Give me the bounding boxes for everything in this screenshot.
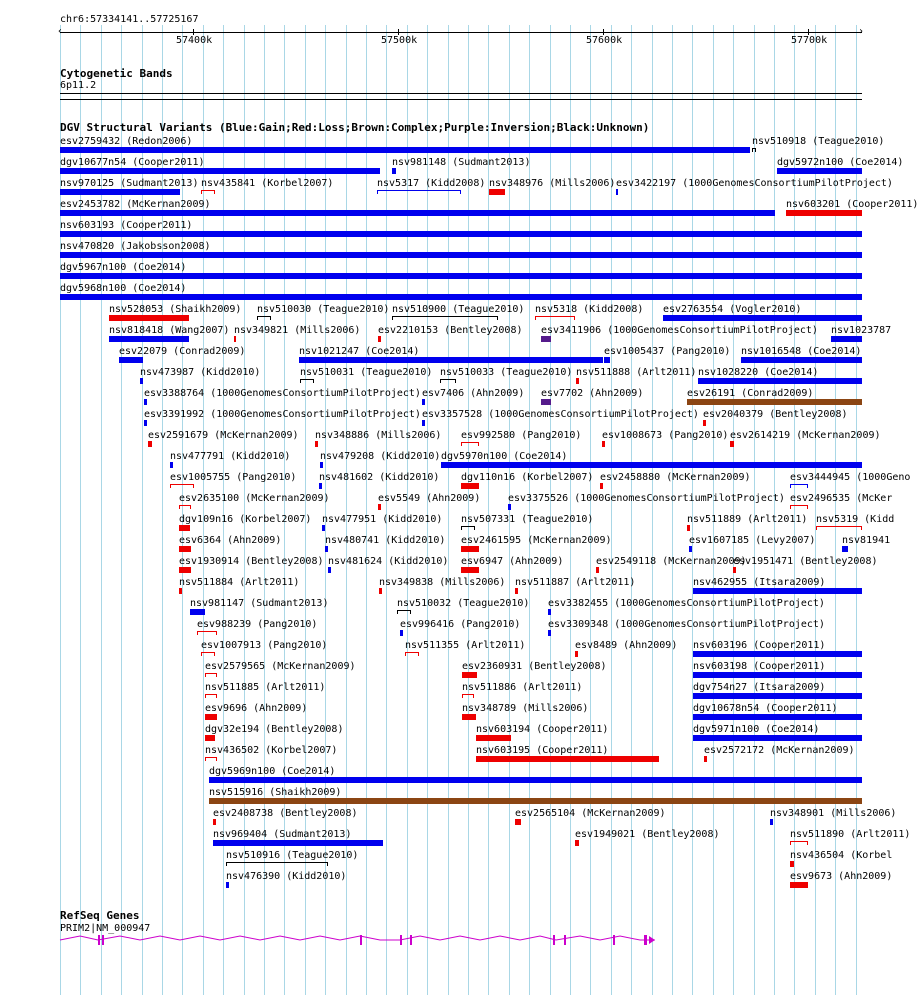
- variant-label[interactable]: dgv5971n100 (Coe2014): [693, 724, 820, 735]
- dgv-track-title: DGV Structural Variants (Blue:Gain;Red:Loss;Brown:Complex;Purple:Inversion;Black:Unknown): [60, 121, 650, 134]
- variant-label[interactable]: esv2549118 (McKernan2009): [596, 556, 747, 567]
- variant-label[interactable]: esv996416 (Pang2010): [400, 619, 521, 630]
- variant-label[interactable]: esv3444945 (1000Geno: [790, 472, 911, 483]
- variant-label[interactable]: esv2759432 (Redon2006): [60, 136, 193, 147]
- variant-label[interactable]: nsv1016548 (Coe2014): [741, 346, 862, 357]
- variant-label[interactable]: nsv510032 (Teague2010): [397, 598, 530, 609]
- variant-label[interactable]: esv992580 (Pang2010): [461, 430, 582, 441]
- variant-label[interactable]: dgv109n16 (Korbel2007): [179, 514, 312, 525]
- variant-label[interactable]: esv7702 (Ahn2009): [541, 388, 644, 399]
- variant-label[interactable]: dgv10678n54 (Cooper2011): [693, 703, 838, 714]
- variant-label[interactable]: nsv510916 (Teague2010): [226, 850, 359, 861]
- variant-label[interactable]: nsv5318 (Kidd2008): [535, 304, 644, 315]
- variant-label[interactable]: nsv511887 (Arlt2011): [515, 577, 636, 588]
- variant-label[interactable]: nsv5317 (Kidd2008): [377, 178, 486, 189]
- variant-label[interactable]: esv988239 (Pang2010): [197, 619, 318, 630]
- variant-label[interactable]: esv1949021 (Bentley2008): [575, 829, 720, 840]
- variant-label[interactable]: nsv479208 (Kidd2010): [320, 451, 441, 462]
- position-label: chr6:57334141..57725167: [60, 14, 199, 25]
- variant-label[interactable]: esv1005755 (Pang2010): [170, 472, 297, 483]
- variant-label[interactable]: dgv754n27 (Itsara2009): [693, 682, 826, 693]
- variant-label[interactable]: esv2040379 (Bentley2008): [703, 409, 848, 420]
- variant-label[interactable]: esv5549 (Ahn2009): [378, 493, 481, 504]
- variant-label[interactable]: nsv510030 (Teague2010): [257, 304, 390, 315]
- variant-label[interactable]: esv2458880 (McKernan2009): [600, 472, 751, 483]
- variant-label[interactable]: nsv481602 (Kidd2010): [319, 472, 440, 483]
- variant-label[interactable]: nsv480741 (Kidd2010): [325, 535, 446, 546]
- variant-label[interactable]: nsv510031 (Teague2010): [300, 367, 433, 378]
- variant-label[interactable]: dgv5969n100 (Coe2014): [209, 766, 336, 777]
- variant-label[interactable]: nsv603196 (Cooper2011): [693, 640, 826, 651]
- variant-label[interactable]: esv3375526 (1000GenomesConsortiumPilotProject): [508, 493, 785, 504]
- variant-label[interactable]: esv8489 (Ahn2009): [575, 640, 678, 651]
- variant-label[interactable]: dgv5970n100 (Coe2014): [441, 451, 568, 462]
- variant-label[interactable]: nsv511886 (Arlt2011): [462, 682, 583, 693]
- variant-label[interactable]: esv1930914 (Bentley2008): [179, 556, 324, 567]
- variant-label[interactable]: dgv10677n54 (Cooper2011): [60, 157, 205, 168]
- ruler-tick-label: 57400k: [176, 35, 213, 46]
- variant-label[interactable]: dgv110n16 (Korbel2007): [461, 472, 594, 483]
- variant-label[interactable]: nsv603198 (Cooper2011): [693, 661, 826, 672]
- variant-label[interactable]: nsv511889 (Arlt2011): [687, 514, 808, 525]
- variant-label[interactable]: nsv476390 (Kidd2010): [226, 871, 347, 882]
- variant-label[interactable]: esv2635100 (McKernan2009): [179, 493, 330, 504]
- scroll-left-icon[interactable]: ‹: [57, 26, 64, 37]
- variant-label[interactable]: nsv477951 (Kidd2010): [322, 514, 443, 525]
- variant-label[interactable]: nsv515916 (Shaikh2009): [209, 787, 342, 798]
- variant-label[interactable]: esv1007913 (Pang2010): [201, 640, 328, 651]
- variant-label[interactable]: esv2453782 (McKernan2009): [60, 199, 211, 210]
- variant-label[interactable]: nsv511885 (Arlt2011): [205, 682, 326, 693]
- variant-label[interactable]: nsv481624 (Kidd2010): [328, 556, 449, 567]
- variant-label[interactable]: esv2572172 (McKernan2009): [704, 745, 855, 756]
- variant-label[interactable]: esv2360931 (Bentley2008): [462, 661, 607, 672]
- variant-label[interactable]: esv3309348 (1000GenomesConsortiumPilotProject): [548, 619, 825, 630]
- variant-label[interactable]: nsv5319 (Kidd: [816, 514, 895, 525]
- variant-label[interactable]: esv2579565 (McKernan2009): [205, 661, 356, 672]
- variant-label[interactable]: nsv603194 (Cooper2011): [476, 724, 609, 735]
- variant-label[interactable]: esv1008673 (Pang2010): [602, 430, 729, 441]
- variant-label[interactable]: nsv348789 (Mills2006): [462, 703, 589, 714]
- variant-label[interactable]: esv6947 (Ahn2009): [461, 556, 564, 567]
- variant-label[interactable]: nsv473987 (Kidd2010): [140, 367, 261, 378]
- variant-label[interactable]: nsv510033 (Teague2010): [440, 367, 573, 378]
- variant-label[interactable]: dgv32e194 (Bentley2008): [205, 724, 344, 735]
- variant-label[interactable]: nsv477791 (Kidd2010): [170, 451, 291, 462]
- variant-label[interactable]: nsv470820 (Jakobsson2008): [60, 241, 211, 252]
- variant-label[interactable]: nsv462955 (Itsara2009): [693, 577, 826, 588]
- variant-label[interactable]: esv2614219 (McKernan2009): [730, 430, 881, 441]
- variant-label[interactable]: esv2408738 (Bentley2008): [213, 808, 358, 819]
- variant-label[interactable]: esv3411906 (1000GenomesConsortiumPilotProject): [541, 325, 818, 336]
- variant-label[interactable]: esv1607185 (Levy2007): [689, 535, 816, 546]
- ruler-tick-label: 57700k: [791, 35, 828, 46]
- variant-label[interactable]: nsv348976 (Mills2006): [489, 178, 616, 189]
- variant-label[interactable]: dgv5968n100 (Coe2014): [60, 283, 187, 294]
- variant-label[interactable]: nsv507331 (Teague2010): [461, 514, 594, 525]
- variant-label[interactable]: esv2763554 (Vogler2010): [663, 304, 802, 315]
- variant-label[interactable]: dgv5967n100 (Coe2014): [60, 262, 187, 273]
- variant-label[interactable]: nsv511884 (Arlt2011): [179, 577, 300, 588]
- variant-label[interactable]: esv2210153 (Bentley2008): [378, 325, 523, 336]
- variant-label[interactable]: dgv5972n100 (Coe2014): [777, 157, 904, 168]
- variant-label[interactable]: nsv510900 (Teague2010): [392, 304, 525, 315]
- variant-label[interactable]: nsv348886 (Mills2006): [315, 430, 442, 441]
- variant-label[interactable]: nsv81941: [842, 535, 891, 546]
- variant-label[interactable]: nsv348901 (Mills2006): [770, 808, 897, 819]
- variant-label[interactable]: nsv528053 (Shaikh2009): [109, 304, 242, 315]
- variant-label[interactable]: nsv436502 (Korbel2007): [205, 745, 338, 756]
- variant-label[interactable]: nsv981148 (Sudmant2013): [392, 157, 531, 168]
- variant-label[interactable]: esv1951471 (Bentley2008): [733, 556, 878, 567]
- ruler-tick-label: 57600k: [586, 35, 623, 46]
- variant-label[interactable]: nsv436504 (Korbel: [790, 850, 893, 861]
- variant-label[interactable]: esv26191 (Conrad2009): [687, 388, 814, 399]
- variant-label[interactable]: nsv511890 (Arlt2011): [790, 829, 911, 840]
- variant-label[interactable]: nsv511355 (Arlt2011): [405, 640, 526, 651]
- variant-label[interactable]: esv2565104 (McKernan2009): [515, 808, 666, 819]
- variant-label[interactable]: esv3357528 (1000GenomesConsortiumPilotProject): [422, 409, 699, 420]
- scroll-right-icon[interactable]: ›: [858, 26, 865, 37]
- variant-label[interactable]: nsv1023787: [831, 325, 892, 336]
- variant-label[interactable]: nsv603195 (Cooper2011): [476, 745, 609, 756]
- variant-label[interactable]: esv2461595 (McKernan2009): [461, 535, 612, 546]
- variant-label[interactable]: nsv1021247 (Coe2014): [299, 346, 420, 357]
- variant-label[interactable]: nsv603201 (Cooper2011): [786, 199, 918, 210]
- variant-label[interactable]: nsv969404 (Sudmant2013): [213, 829, 352, 840]
- variant-label[interactable]: esv3391992 (1000GenomesConsortiumPilotProject): [144, 409, 421, 420]
- variant-label[interactable]: esv9696 (Ahn2009): [205, 703, 308, 714]
- variant-label[interactable]: nsv510918 (Teague2010): [752, 136, 885, 147]
- ruler-tick-label: 57500k: [381, 35, 418, 46]
- variant-label[interactable]: esv6364 (Ahn2009): [179, 535, 282, 546]
- cytoband-label: 6p11.2: [60, 80, 97, 91]
- variant-label[interactable]: nsv1028220 (Coe2014): [698, 367, 819, 378]
- variant-label[interactable]: nsv349838 (Mills2006): [379, 577, 506, 588]
- variant-label[interactable]: nsv435841 (Korbel2007): [201, 178, 334, 189]
- variant-label[interactable]: esv1005437 (Pang2010): [604, 346, 731, 357]
- refseq-track-title: RefSeq Genes: [60, 909, 140, 922]
- variant-label[interactable]: esv3388764 (1000GenomesConsortiumPilotProject): [144, 388, 421, 399]
- variant-label[interactable]: nsv349821 (Mills2006): [234, 325, 361, 336]
- variant-label[interactable]: esv7406 (Ahn2009): [422, 388, 525, 399]
- variant-label[interactable]: esv2496535 (McKer: [790, 493, 893, 504]
- variant-label[interactable]: nsv603193 (Cooper2011): [60, 220, 193, 231]
- variant-label[interactable]: esv22079 (Conrad2009): [119, 346, 246, 357]
- variant-label[interactable]: esv3382455 (1000GenomesConsortiumPilotProject): [548, 598, 825, 609]
- variant-label[interactable]: nsv981147 (Sudmant2013): [190, 598, 329, 609]
- refseq-gene-label[interactable]: PRIM2|NM_000947: [60, 923, 151, 934]
- cytoband-track-title: Cytogenetic Bands: [60, 67, 173, 80]
- variant-label[interactable]: esv2591679 (McKernan2009): [148, 430, 299, 441]
- variant-label[interactable]: esv9673 (Ahn2009): [790, 871, 893, 882]
- variant-label[interactable]: nsv818418 (Wang2007): [109, 325, 230, 336]
- variant-label[interactable]: nsv511888 (Arlt2011): [576, 367, 697, 378]
- variant-label[interactable]: nsv970125 (Sudmant2013): [60, 178, 199, 189]
- variant-label[interactable]: esv3422197 (1000GenomesConsortiumPilotProject): [616, 178, 893, 189]
